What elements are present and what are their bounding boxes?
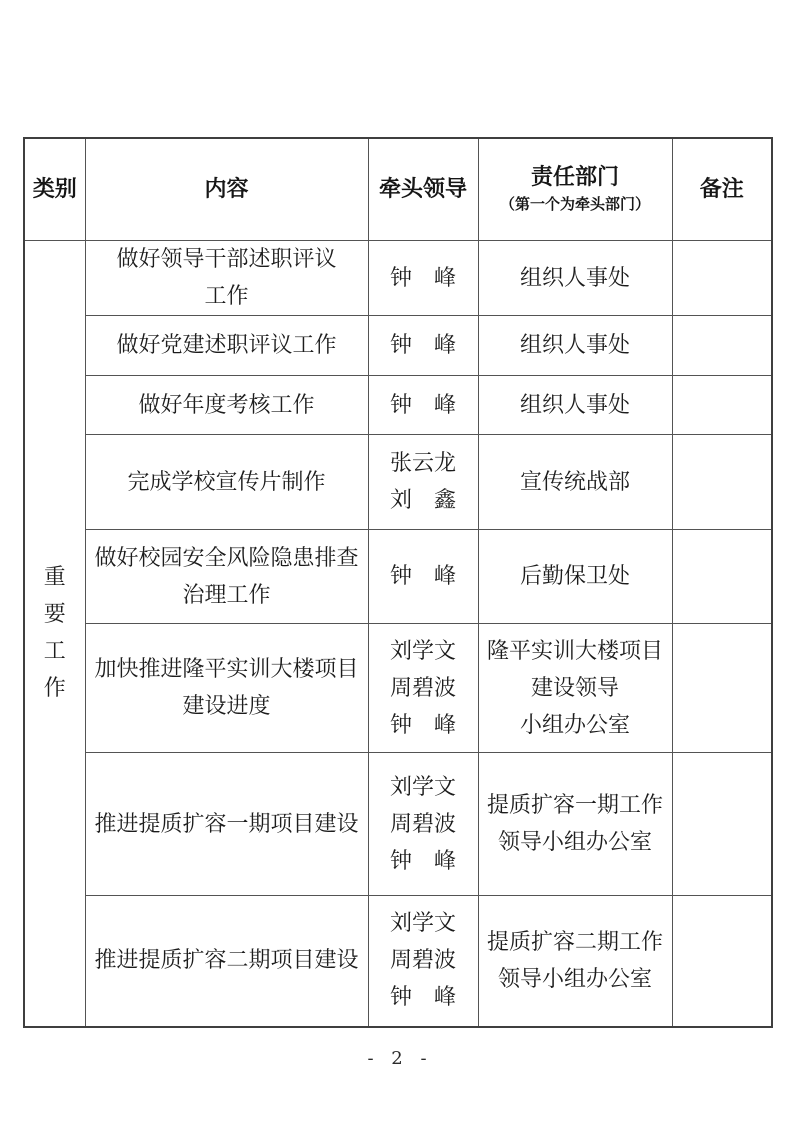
remark-cell <box>672 241 772 316</box>
content-cell: 完成学校宣传片制作 <box>85 435 368 530</box>
remark-cell <box>672 896 772 1027</box>
table-row <box>24 753 772 896</box>
leader-cell: 钟 峰 <box>368 241 478 316</box>
leader-cell: 张云龙 刘 鑫 <box>368 435 478 530</box>
department-cell: 宣传统战部 <box>478 435 672 530</box>
header-cell-remark: 备注 <box>672 138 772 241</box>
leader-cell: 钟 峰 <box>368 530 478 624</box>
header-cell-department <box>478 138 672 241</box>
remark-cell <box>672 435 772 530</box>
content-cell: 做好校园安全风险隐患排查 治理工作 <box>85 530 368 624</box>
department-header-label: 责任部门 <box>530 165 619 190</box>
header-row <box>24 138 772 241</box>
department-cell: 组织人事处 <box>478 316 672 376</box>
table-row <box>24 896 772 1027</box>
department-cell: 隆平实训大楼项目 建设领导 小组办公室 <box>478 624 672 753</box>
leader-cell: 钟 峰 <box>368 316 478 376</box>
remark-cell <box>672 753 772 896</box>
header-cell-content: 内容 <box>85 138 368 241</box>
department-cell: 组织人事处 <box>478 241 672 316</box>
remark-cell <box>672 316 772 376</box>
leader-cell: 刘学文 周碧波 钟 峰 <box>368 896 478 1027</box>
content-cell: 做好年度考核工作 <box>85 376 368 435</box>
department-cell: 提质扩容二期工作 领导小组办公室 <box>478 896 672 1027</box>
table-row <box>24 624 772 753</box>
leader-cell: 刘学文 周碧波 钟 峰 <box>368 624 478 753</box>
content-cell: 做好党建述职评议工作 <box>85 316 368 376</box>
work-plan-table <box>23 137 773 1028</box>
department-cell: 后勤保卫处 <box>478 530 672 624</box>
header-cell-category: 类别 <box>24 138 85 241</box>
header-cell-leader: 牵头领导 <box>368 138 478 241</box>
page-number: - 2 - <box>367 1048 433 1069</box>
remark-cell <box>672 624 772 753</box>
content-cell: 推进提质扩容一期项目建设 <box>85 753 368 896</box>
leader-cell: 刘学文 周碧波 钟 峰 <box>368 753 478 896</box>
department-header-note: （第一个为牵头部门） <box>499 195 650 213</box>
remark-cell <box>672 530 772 624</box>
remark-cell <box>672 376 772 435</box>
table-row <box>24 435 772 530</box>
table-row <box>24 316 772 376</box>
content-cell: 推进提质扩容二期项目建设 <box>85 896 368 1027</box>
department-cell: 组织人事处 <box>478 376 672 435</box>
content-cell: 做好领导干部述职评议 工作 <box>85 241 368 316</box>
table-row <box>24 376 772 435</box>
department-cell: 提质扩容一期工作 领导小组办公室 <box>478 753 672 896</box>
table-row <box>24 530 772 624</box>
leader-cell: 钟 峰 <box>368 376 478 435</box>
table-row <box>24 241 772 316</box>
content-cell: 加快推进隆平实训大楼项目 建设进度 <box>85 624 368 753</box>
category-cell: 重 要 工 作 <box>24 241 85 1027</box>
